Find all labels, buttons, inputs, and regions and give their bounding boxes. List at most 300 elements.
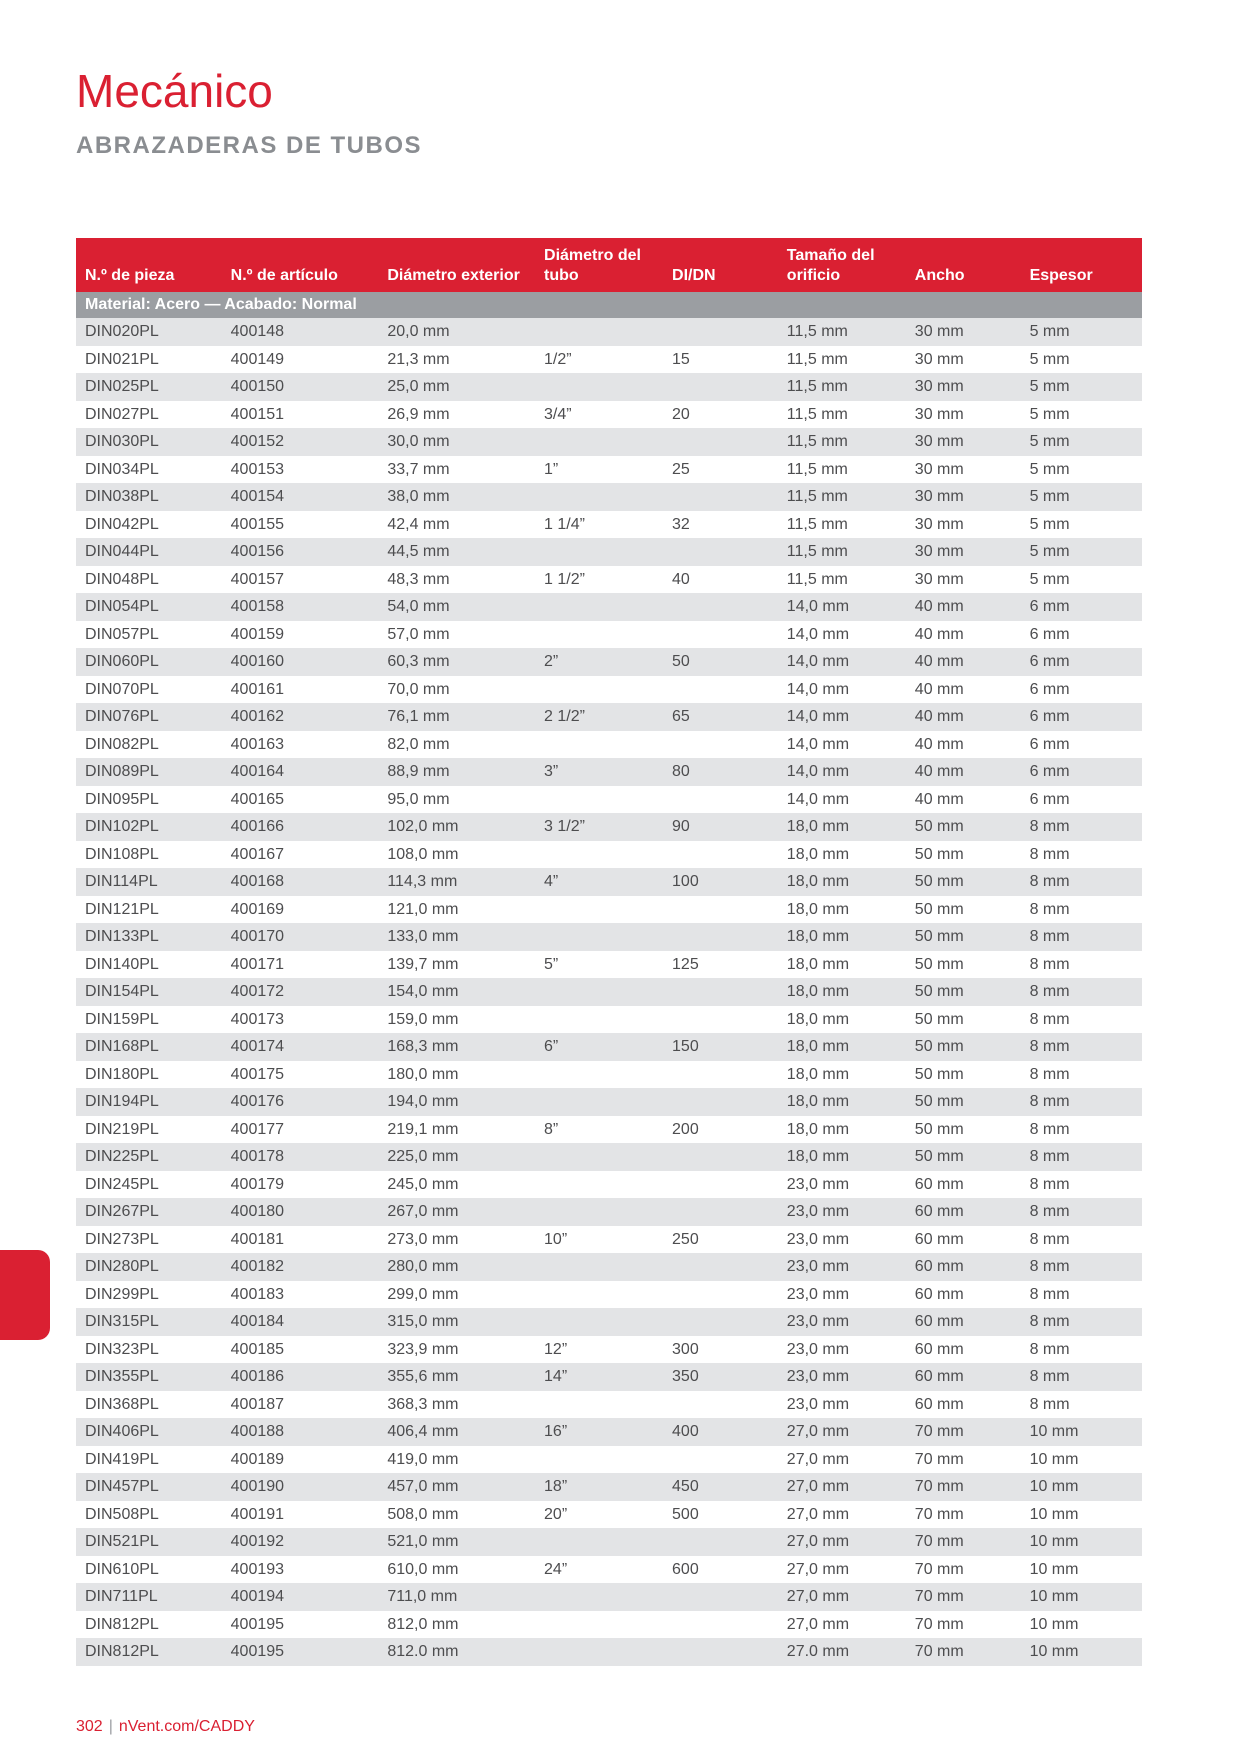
table-cell: 400167 <box>222 841 379 869</box>
table-cell: 14,0 mm <box>778 621 906 649</box>
table-cell: DIN323PL <box>76 1336 222 1364</box>
table-cell: 18,0 mm <box>778 1006 906 1034</box>
table-cell: 70 mm <box>906 1611 1021 1639</box>
table-cell <box>535 1391 663 1419</box>
table-cell: 250 <box>663 1226 778 1254</box>
table-cell: 60 mm <box>906 1253 1021 1281</box>
table-cell: 88,9 mm <box>378 758 535 786</box>
table-cell: DIN711PL <box>76 1583 222 1611</box>
table-cell: 25 <box>663 456 778 484</box>
table-cell: DIN030PL <box>76 428 222 456</box>
table-cell: 368,3 mm <box>378 1391 535 1419</box>
table-cell: DIN245PL <box>76 1171 222 1199</box>
table-cell: 6 mm <box>1021 676 1142 704</box>
table-cell: 8 mm <box>1021 1033 1142 1061</box>
table-cell: 8 mm <box>1021 1116 1142 1144</box>
table-cell: 10 mm <box>1021 1418 1142 1446</box>
table-cell: 400170 <box>222 923 379 951</box>
table-cell <box>535 428 663 456</box>
table-cell: 23,0 mm <box>778 1171 906 1199</box>
table-row <box>76 566 1142 594</box>
table-row <box>76 841 1142 869</box>
table-row <box>76 1501 1142 1529</box>
table-cell: 133,0 mm <box>378 923 535 951</box>
table-cell: 400192 <box>222 1528 379 1556</box>
table-cell: 30 mm <box>906 318 1021 346</box>
table-cell: 70,0 mm <box>378 676 535 704</box>
table-cell: 23,0 mm <box>778 1226 906 1254</box>
table-cell <box>663 1583 778 1611</box>
table-cell: DIN038PL <box>76 483 222 511</box>
page-footer <box>76 1718 255 1736</box>
table-cell: DIN355PL <box>76 1363 222 1391</box>
table-cell: 400190 <box>222 1473 379 1501</box>
table-cell: 27,0 mm <box>778 1611 906 1639</box>
table-cell: 1 1/2” <box>535 566 663 594</box>
table-cell: 10 mm <box>1021 1556 1142 1584</box>
table-cell: 1” <box>535 456 663 484</box>
table-cell: 14,0 mm <box>778 593 906 621</box>
table-cell: 194,0 mm <box>378 1088 535 1116</box>
table-cell: 508,0 mm <box>378 1501 535 1529</box>
table-cell: 150 <box>663 1033 778 1061</box>
table-cell: 27,0 mm <box>778 1556 906 1584</box>
table-cell: DIN060PL <box>76 648 222 676</box>
table-cell: 70 mm <box>906 1638 1021 1666</box>
table-cell <box>663 483 778 511</box>
table-cell: 18,0 mm <box>778 1143 906 1171</box>
table-row <box>76 1308 1142 1336</box>
table-cell: 400191 <box>222 1501 379 1529</box>
table-cell: 400151 <box>222 401 379 429</box>
table-cell: 400178 <box>222 1143 379 1171</box>
table-cell: 812,0 mm <box>378 1611 535 1639</box>
footer-link[interactable]: nVent.com/CADDY <box>118 1718 255 1735</box>
table-cell: 180,0 mm <box>378 1061 535 1089</box>
table-cell: 57,0 mm <box>378 621 535 649</box>
table-cell: DIN025PL <box>76 373 222 401</box>
table-row <box>76 1061 1142 1089</box>
table-cell: 18,0 mm <box>778 1033 906 1061</box>
table-cell: 1 1/4” <box>535 511 663 539</box>
table-cell: 315,0 mm <box>378 1308 535 1336</box>
table-row <box>76 1033 1142 1061</box>
table-cell <box>663 896 778 924</box>
table-cell <box>535 1583 663 1611</box>
table-cell: 10 mm <box>1021 1528 1142 1556</box>
table-cell: 23,0 mm <box>778 1363 906 1391</box>
table-cell: 5 mm <box>1021 318 1142 346</box>
table-cell: 8 mm <box>1021 1198 1142 1226</box>
table-cell: 400161 <box>222 676 379 704</box>
table-cell: DIN219PL <box>76 1116 222 1144</box>
table-cell: 100 <box>663 868 778 896</box>
table-cell: 50 mm <box>906 1116 1021 1144</box>
table-cell: 18,0 mm <box>778 896 906 924</box>
table-cell: 95,0 mm <box>378 786 535 814</box>
table-cell: 6 mm <box>1021 786 1142 814</box>
table-cell: 8 mm <box>1021 1088 1142 1116</box>
table-cell: 50 mm <box>906 1006 1021 1034</box>
table-cell: 323,9 mm <box>378 1336 535 1364</box>
table-row <box>76 1336 1142 1364</box>
table-cell: DIN133PL <box>76 923 222 951</box>
table-cell <box>663 428 778 456</box>
table-cell: 400177 <box>222 1116 379 1144</box>
table-cell: DIN273PL <box>76 1226 222 1254</box>
table-cell <box>535 593 663 621</box>
table-cell: 27,0 mm <box>778 1446 906 1474</box>
table-cell: 10 mm <box>1021 1446 1142 1474</box>
table-cell: 23,0 mm <box>778 1253 906 1281</box>
table-cell: 50 mm <box>906 896 1021 924</box>
table-cell: 30 mm <box>906 511 1021 539</box>
table-cell <box>535 1638 663 1666</box>
table-cell <box>535 621 663 649</box>
table-cell: 40 mm <box>906 621 1021 649</box>
table-row <box>76 1226 1142 1254</box>
table-cell: 400186 <box>222 1363 379 1391</box>
table-row <box>76 346 1142 374</box>
table-row <box>76 1473 1142 1501</box>
table-cell: 18” <box>535 1473 663 1501</box>
table-cell: DIN315PL <box>76 1308 222 1336</box>
table-cell: DIN048PL <box>76 566 222 594</box>
table-cell: 8 mm <box>1021 1171 1142 1199</box>
table-cell: 60 mm <box>906 1391 1021 1419</box>
table-cell: 8 mm <box>1021 1143 1142 1171</box>
table-cell: 400187 <box>222 1391 379 1419</box>
table-row <box>76 1143 1142 1171</box>
table-cell <box>535 1446 663 1474</box>
section-subtitle: ABRAZADERAS DE TUBOS <box>76 132 423 159</box>
table-cell <box>663 621 778 649</box>
table-cell: 16” <box>535 1418 663 1446</box>
table-cell <box>663 1006 778 1034</box>
table-cell: DIN521PL <box>76 1528 222 1556</box>
table-cell: 30 mm <box>906 428 1021 456</box>
table-cell: 11,5 mm <box>778 428 906 456</box>
table-cell: 20 <box>663 401 778 429</box>
table-cell: 76,1 mm <box>378 703 535 731</box>
table-cell: 40 mm <box>906 786 1021 814</box>
table-cell <box>663 923 778 951</box>
table-cell: 400182 <box>222 1253 379 1281</box>
table-cell <box>535 318 663 346</box>
table-cell <box>535 483 663 511</box>
table-cell: 600 <box>663 1556 778 1584</box>
table-row <box>76 703 1142 731</box>
table-cell: 60 mm <box>906 1226 1021 1254</box>
table-row <box>76 923 1142 951</box>
table-cell: 400180 <box>222 1198 379 1226</box>
table-row <box>76 786 1142 814</box>
table-row <box>76 1253 1142 1281</box>
table-cell: 400183 <box>222 1281 379 1309</box>
table-cell <box>535 373 663 401</box>
table-cell: 280,0 mm <box>378 1253 535 1281</box>
table-cell: 38,0 mm <box>378 483 535 511</box>
table-cell: 18,0 mm <box>778 1116 906 1144</box>
table-cell: DIN020PL <box>76 318 222 346</box>
table-cell: DIN194PL <box>76 1088 222 1116</box>
table-cell: 8 mm <box>1021 978 1142 1006</box>
table-cell: 18,0 mm <box>778 1061 906 1089</box>
table-cell: DIN406PL <box>76 1418 222 1446</box>
table-cell: 30 mm <box>906 373 1021 401</box>
table-cell: 225,0 mm <box>378 1143 535 1171</box>
table-cell: 125 <box>663 951 778 979</box>
table-cell: DIN140PL <box>76 951 222 979</box>
table-cell <box>663 1638 778 1666</box>
table-cell: 82,0 mm <box>378 731 535 759</box>
table-cell: 2” <box>535 648 663 676</box>
table-cell: 18,0 mm <box>778 841 906 869</box>
table-cell: 8 mm <box>1021 951 1142 979</box>
table-cell: 30 mm <box>906 401 1021 429</box>
table-cell: 406,4 mm <box>378 1418 535 1446</box>
table-cell: 8 mm <box>1021 1308 1142 1336</box>
table-cell: DIN610PL <box>76 1556 222 1584</box>
table-cell <box>535 731 663 759</box>
table-row <box>76 676 1142 704</box>
table-cell: 10 mm <box>1021 1583 1142 1611</box>
table-cell: 30,0 mm <box>378 428 535 456</box>
table-cell: 70 mm <box>906 1583 1021 1611</box>
table-cell: 70 mm <box>906 1418 1021 1446</box>
table-cell: 70 mm <box>906 1446 1021 1474</box>
table-cell: 23,0 mm <box>778 1198 906 1226</box>
table-cell: 400162 <box>222 703 379 731</box>
table-cell: 245,0 mm <box>378 1171 535 1199</box>
table-cell: 15 <box>663 346 778 374</box>
table-cell: 40 mm <box>906 648 1021 676</box>
table-cell: 40 mm <box>906 758 1021 786</box>
table-cell: 350 <box>663 1363 778 1391</box>
product-table <box>76 238 1142 1666</box>
material-group-label: Material: Acero — Acabado: Normal <box>76 292 1142 318</box>
table-cell: 139,7 mm <box>378 951 535 979</box>
table-cell: 8 mm <box>1021 1336 1142 1364</box>
column-header: Diámetro exterior <box>378 238 535 292</box>
column-header: N.º de artículo <box>222 238 379 292</box>
table-cell: 60 mm <box>906 1336 1021 1364</box>
table-cell: 108,0 mm <box>378 841 535 869</box>
table-cell: 400193 <box>222 1556 379 1584</box>
table-row <box>76 318 1142 346</box>
table-row <box>76 1446 1142 1474</box>
table-cell: 50 mm <box>906 1088 1021 1116</box>
table-cell: 11,5 mm <box>778 538 906 566</box>
table-cell: 450 <box>663 1473 778 1501</box>
table-row <box>76 1638 1142 1666</box>
table-cell: 400 <box>663 1418 778 1446</box>
table-cell: 23,0 mm <box>778 1308 906 1336</box>
table-cell: 11,5 mm <box>778 483 906 511</box>
table-cell: 50 mm <box>906 1061 1021 1089</box>
table-cell: 2 1/2” <box>535 703 663 731</box>
table-cell <box>535 1088 663 1116</box>
table-cell: DIN057PL <box>76 621 222 649</box>
table-cell: 18,0 mm <box>778 868 906 896</box>
table-cell: 5 mm <box>1021 538 1142 566</box>
table-cell <box>663 676 778 704</box>
table-cell: 168,3 mm <box>378 1033 535 1061</box>
table-cell <box>663 1171 778 1199</box>
table-cell: 200 <box>663 1116 778 1144</box>
table-row <box>76 868 1142 896</box>
table-cell: 6” <box>535 1033 663 1061</box>
table-cell: 80 <box>663 758 778 786</box>
table-cell: 54,0 mm <box>378 593 535 621</box>
table-cell: 1/2” <box>535 346 663 374</box>
table-cell <box>663 841 778 869</box>
table-cell: 121,0 mm <box>378 896 535 924</box>
table-cell: 400195 <box>222 1611 379 1639</box>
table-row <box>76 621 1142 649</box>
table-cell: 27,0 mm <box>778 1528 906 1556</box>
table-row <box>76 1006 1142 1034</box>
table-cell <box>663 1061 778 1089</box>
table-row <box>76 1418 1142 1446</box>
table-cell: 400176 <box>222 1088 379 1116</box>
table-cell: 40 mm <box>906 731 1021 759</box>
table-cell <box>535 896 663 924</box>
table-cell: 500 <box>663 1501 778 1529</box>
table-cell: 400154 <box>222 483 379 511</box>
table-cell: 40 mm <box>906 676 1021 704</box>
table-cell: 50 mm <box>906 813 1021 841</box>
table-cell: 5 mm <box>1021 456 1142 484</box>
table-cell: 219,1 mm <box>378 1116 535 1144</box>
table-cell <box>535 1528 663 1556</box>
table-cell <box>663 1528 778 1556</box>
table-row <box>76 758 1142 786</box>
table-cell: 400153 <box>222 456 379 484</box>
table-cell <box>535 1061 663 1089</box>
table-cell: 14,0 mm <box>778 731 906 759</box>
table-header-row <box>76 238 1142 292</box>
table-cell: 6 mm <box>1021 593 1142 621</box>
table-cell: DIN154PL <box>76 978 222 1006</box>
table-cell: 711,0 mm <box>378 1583 535 1611</box>
table-cell: DIN457PL <box>76 1473 222 1501</box>
table-cell: 8 mm <box>1021 1281 1142 1309</box>
table-row <box>76 483 1142 511</box>
table-cell <box>535 1253 663 1281</box>
table-cell: 18,0 mm <box>778 923 906 951</box>
table-cell: 11,5 mm <box>778 318 906 346</box>
table-cell: 90 <box>663 813 778 841</box>
table-cell: DIN027PL <box>76 401 222 429</box>
table-cell: 20” <box>535 1501 663 1529</box>
table-cell: 400166 <box>222 813 379 841</box>
table-cell: 8 mm <box>1021 813 1142 841</box>
table-cell: DIN108PL <box>76 841 222 869</box>
table-cell <box>663 1611 778 1639</box>
table-cell: 400172 <box>222 978 379 1006</box>
table-cell: DIN812PL <box>76 1638 222 1666</box>
table-cell: 400175 <box>222 1061 379 1089</box>
table-cell: 400163 <box>222 731 379 759</box>
table-cell: 18,0 mm <box>778 1088 906 1116</box>
table-cell: 60 mm <box>906 1308 1021 1336</box>
table-cell: 6 mm <box>1021 648 1142 676</box>
table-cell: 5 mm <box>1021 428 1142 456</box>
table-cell: DIN280PL <box>76 1253 222 1281</box>
section-tab <box>0 1250 50 1340</box>
table-row <box>76 813 1142 841</box>
table-cell <box>535 1281 663 1309</box>
table-cell: 18,0 mm <box>778 951 906 979</box>
table-cell: 400195 <box>222 1638 379 1666</box>
table-row <box>76 731 1142 759</box>
table-cell: 30 mm <box>906 346 1021 374</box>
table-cell: 30 mm <box>906 483 1021 511</box>
table-cell: 400181 <box>222 1226 379 1254</box>
table-cell: 400159 <box>222 621 379 649</box>
table-cell <box>663 1198 778 1226</box>
table-cell: 5 mm <box>1021 401 1142 429</box>
table-cell: 400179 <box>222 1171 379 1199</box>
table-cell <box>663 373 778 401</box>
table-cell <box>663 1088 778 1116</box>
table-cell: 400152 <box>222 428 379 456</box>
table-cell: 60 mm <box>906 1363 1021 1391</box>
table-row <box>76 1556 1142 1584</box>
table-cell: DIN054PL <box>76 593 222 621</box>
material-group-row <box>76 292 1142 318</box>
table-cell: 11,5 mm <box>778 346 906 374</box>
table-cell <box>535 538 663 566</box>
table-cell: 6 mm <box>1021 703 1142 731</box>
table-cell <box>663 1308 778 1336</box>
table-cell: 14,0 mm <box>778 786 906 814</box>
table-cell: 10 mm <box>1021 1638 1142 1666</box>
table-cell: 3 1/2” <box>535 813 663 841</box>
table-cell: 27,0 mm <box>778 1418 906 1446</box>
table-row <box>76 456 1142 484</box>
table-cell: 5 mm <box>1021 346 1142 374</box>
table-cell: 12” <box>535 1336 663 1364</box>
table-cell: 70 mm <box>906 1528 1021 1556</box>
table-row <box>76 951 1142 979</box>
table-cell: 5 mm <box>1021 511 1142 539</box>
table-cell <box>535 676 663 704</box>
table-cell: 18,0 mm <box>778 978 906 1006</box>
column-header: Ancho <box>906 238 1021 292</box>
table-cell: 400149 <box>222 346 379 374</box>
table-cell <box>663 1446 778 1474</box>
table-cell: 40 <box>663 566 778 594</box>
table-row <box>76 1088 1142 1116</box>
table-cell: 14,0 mm <box>778 676 906 704</box>
table-cell: DIN095PL <box>76 786 222 814</box>
table-cell: 50 mm <box>906 951 1021 979</box>
table-cell: 300 <box>663 1336 778 1364</box>
table-cell: 24” <box>535 1556 663 1584</box>
table-cell: DIN121PL <box>76 896 222 924</box>
table-cell: 6 mm <box>1021 731 1142 759</box>
table-cell: 50 mm <box>906 1033 1021 1061</box>
column-header: DI/DN <box>663 238 778 292</box>
table-cell: 11,5 mm <box>778 456 906 484</box>
table-cell: 419,0 mm <box>378 1446 535 1474</box>
table-cell: 10 mm <box>1021 1501 1142 1529</box>
column-header: N.º de pieza <box>76 238 222 292</box>
table-cell: 70 mm <box>906 1473 1021 1501</box>
table-cell: 8 mm <box>1021 1226 1142 1254</box>
